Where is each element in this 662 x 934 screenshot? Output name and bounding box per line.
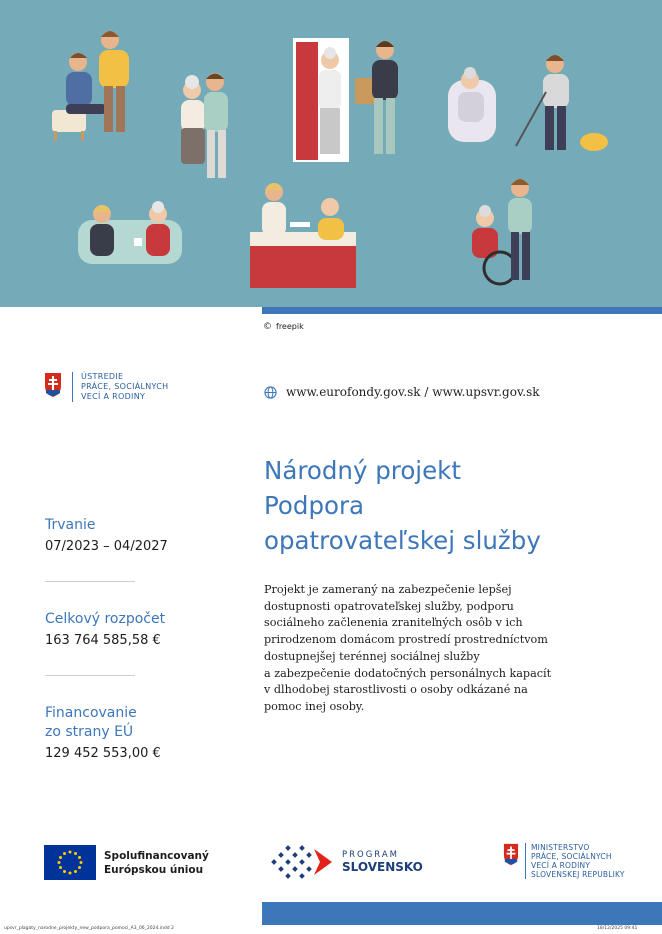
description-line: v dlhodobej starostlivosti o osoby odkázané na bbox=[264, 683, 528, 697]
website-links[interactable] bbox=[264, 385, 540, 399]
scene-wheelchair bbox=[472, 179, 532, 284]
program-word: PROGRAM bbox=[342, 850, 400, 860]
ustredie-line-1: ÚSTREDIE bbox=[81, 372, 124, 381]
ministry-line-1: MINISTERSTVO bbox=[531, 843, 590, 852]
project-description bbox=[264, 582, 594, 716]
divider bbox=[45, 675, 135, 676]
eu-funding-value: 129 452 553,00 € bbox=[45, 746, 161, 761]
scene-bedside-care bbox=[250, 183, 356, 288]
description-line: Projekt je zameraný na zabezpečenie lepšej bbox=[264, 583, 512, 596]
slovensko-word: SLOVENSKO bbox=[342, 860, 423, 874]
ustredie-line-2: PRÁCE, SOCIÁLNYCH bbox=[81, 382, 169, 391]
title-line-2: Podpora bbox=[264, 491, 365, 520]
footer-accent-stripe bbox=[262, 902, 662, 925]
scene-tea-on-sofa bbox=[78, 201, 182, 264]
hero-illustration bbox=[0, 0, 662, 307]
eu-flag-icon bbox=[44, 845, 96, 880]
ministry-line-3: VECÍ A RODINY bbox=[531, 861, 591, 870]
ministry-line-2: PRÁCE, SOCIÁLNYCH bbox=[531, 852, 612, 861]
project-title bbox=[264, 453, 541, 558]
budget-value: 163 764 585,58 € bbox=[45, 633, 161, 648]
duration-block bbox=[45, 516, 168, 557]
slovak-coat-of-arms-icon bbox=[44, 372, 62, 398]
eu-funding-block bbox=[45, 704, 161, 764]
description-line: dostupnejšej terénnej sociálnej služby bbox=[264, 649, 480, 663]
care-scenes-illustration bbox=[0, 0, 662, 307]
description-line: sociálneho začlenenia zraniteľných osôb v ich bbox=[264, 616, 523, 630]
duration-label: Trvanie bbox=[45, 517, 96, 533]
globe-icon bbox=[264, 386, 277, 399]
scene-walking-elderly bbox=[181, 73, 228, 178]
title-line-3: opatrovateľskej služby bbox=[264, 526, 541, 555]
budget-block bbox=[45, 610, 165, 651]
image-credit bbox=[263, 322, 304, 332]
eu-funding-label-2: zo strany EÚ bbox=[45, 724, 134, 740]
website-text[interactable]: www.eurofondy.gov.sk / www.upsvr.gov.sk bbox=[286, 385, 540, 399]
divider bbox=[45, 581, 135, 582]
print-date: 18/12/2025 09:41 bbox=[597, 926, 638, 931]
copyright-icon: © bbox=[263, 322, 272, 332]
description-line: dostupnosti opatrovateľskej služby, podporu bbox=[264, 599, 514, 613]
slovak-coat-of-arms-icon bbox=[503, 843, 519, 866]
ministry-logo bbox=[503, 843, 625, 879]
ministry-line-4: SLOVENSKEJ REPUBLIKY bbox=[531, 870, 625, 879]
print-file-name: upsvr_plagaty_narodne_projekty_new_podpora_pomoci_A3_06_2024.indd 2 bbox=[4, 926, 174, 931]
hero-accent-stripe bbox=[262, 307, 662, 314]
eu-stars-icon bbox=[44, 845, 96, 880]
credit-text: freepik bbox=[276, 322, 304, 331]
duration-value: 07/2023 – 04/2027 bbox=[45, 539, 168, 554]
budget-label: Celkový rozpočet bbox=[45, 611, 166, 627]
ustredie-logo bbox=[44, 372, 169, 402]
eu-cofunded-logo bbox=[44, 845, 209, 880]
eu-logo-line-1: Spolufinancovaný bbox=[104, 849, 209, 862]
scene-door-delivery bbox=[293, 38, 398, 162]
eu-logo-line-2: Európskou úniou bbox=[104, 863, 204, 876]
scene-helping-seated-man bbox=[52, 31, 129, 141]
description-line: prirodzenom domácom prostredí prostredníctvom bbox=[264, 633, 548, 647]
eu-funding-label-1: Financovanie bbox=[45, 705, 137, 721]
program-slovensko-mark-icon bbox=[270, 845, 336, 879]
title-line-1: Národný projekt bbox=[264, 456, 461, 485]
description-line: a zabezpečenie dodatočných personálnych kapacít bbox=[264, 666, 552, 680]
program-slovensko-logo bbox=[270, 845, 423, 879]
scene-vacuuming bbox=[448, 55, 608, 151]
ustredie-line-3: VECÍ A RODINY bbox=[81, 392, 146, 401]
description-line: pomoc inej osoby. bbox=[264, 699, 365, 713]
